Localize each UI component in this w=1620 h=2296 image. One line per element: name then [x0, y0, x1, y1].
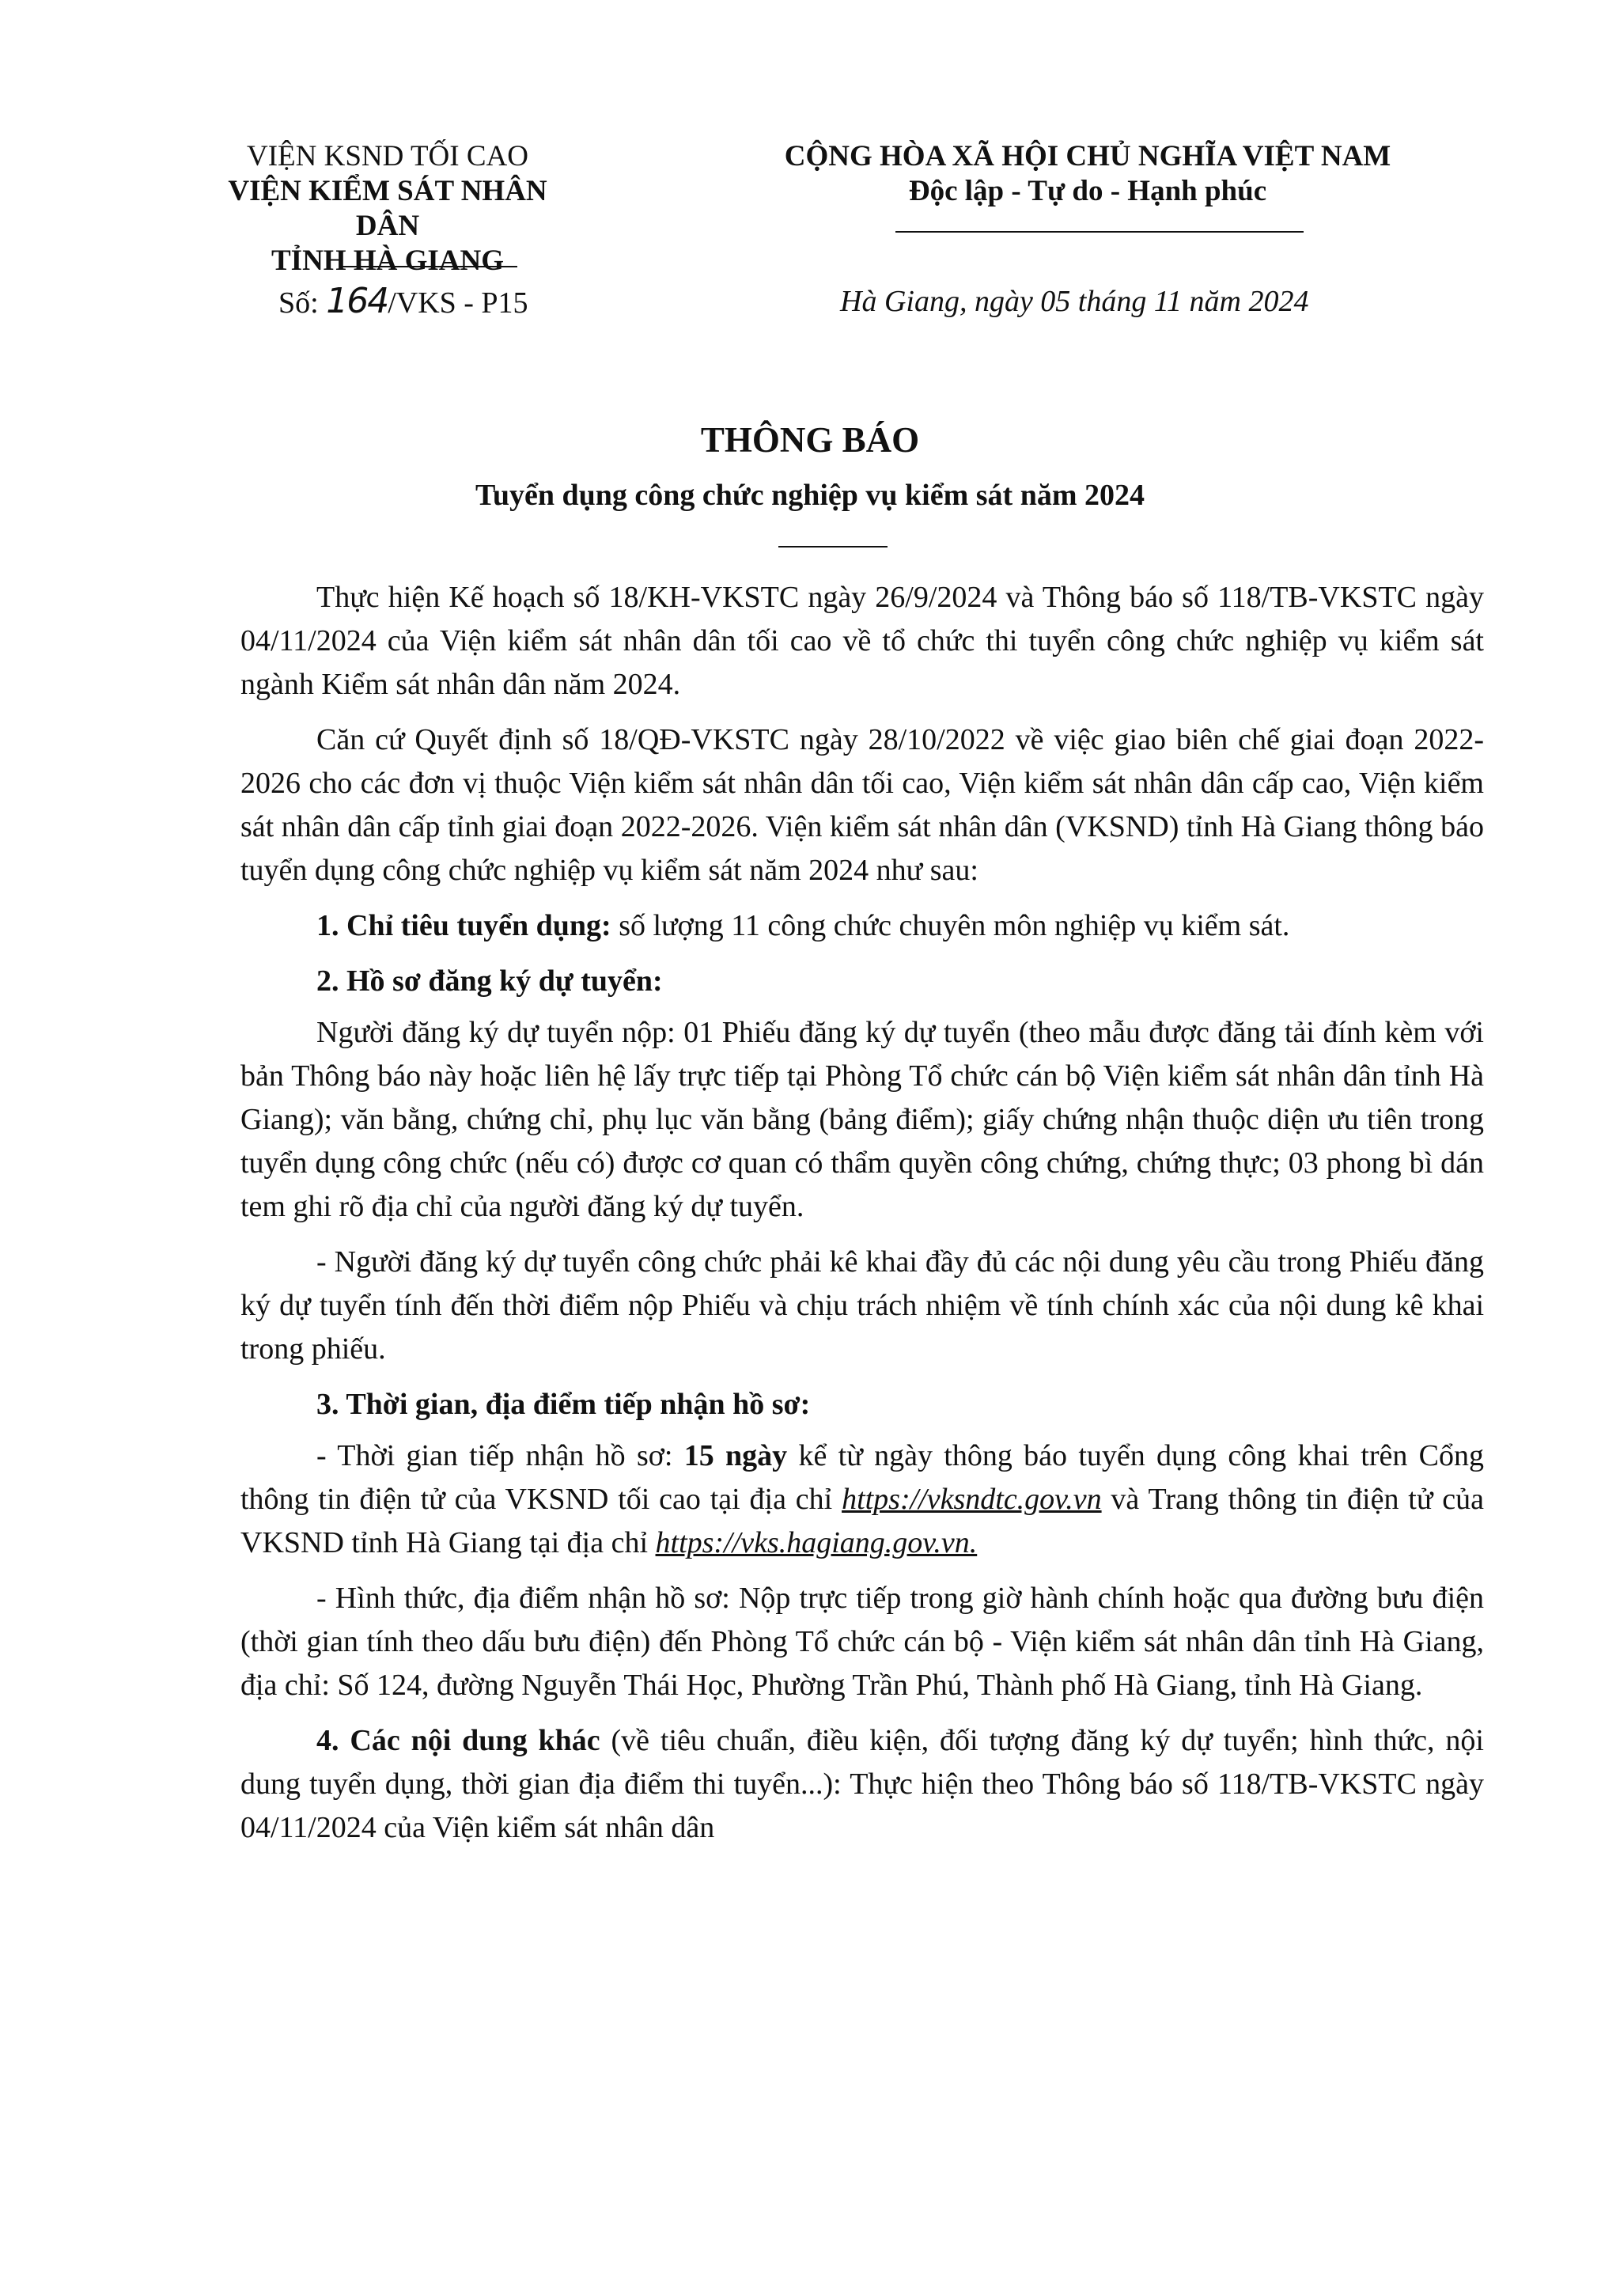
section-4	[240, 1719, 1484, 1850]
section-3-heading: 3. Thời gian, địa điểm tiếp nhận hồ sơ:	[316, 1388, 811, 1421]
national-heading	[736, 139, 1440, 209]
title-underline	[778, 546, 888, 547]
paragraph-basis: Căn cứ Quyết định số 18/QĐ-VKSTC ngày 28/10/2022 về việc giao biên chế giai đoạn 2022-2026 cho các đơn vị thuộc Viện kiểm sát nhân dân tối cao, Viện kiểm sát nhân dân cấp cao, Viện kiểm sát nhân dân cấp tỉnh giai đoạn 2022-2026. Viện kiểm sát nhân dân (VKSND) tỉnh Hà Giang thông báo tuyển dụng công chức nghiệp vụ kiểm sát năm 2024 như sau:	[240, 723, 1484, 887]
s3-text-c: và Trang thông tin điện tử của VKSND tỉnh Hà Giang tại địa chỉ	[240, 1483, 1484, 1559]
section-2-paragraph-1: Người đăng ký dự tuyển nộp: 01 Phiếu đăng ký dự tuyển (theo mẫu được đăng tải đính kèm với bản Thông báo này hoặc liên hệ lấy trực tiếp tại Phòng Tổ chức cán bộ Viện kiểm sát nhân dân tỉnh Hà Giang); văn bằng, chứng chỉ, phụ lục văn bằng (bảng điểm); giấy chứng nhận thuộc diện ưu tiên trong tuyển dụng công chức (nếu có) được cơ quan có thẩm quyền công chứng, chứng thực; 03 phong bì dán tem ghi rõ địa chỉ của người đăng ký dự tuyển.	[240, 1016, 1484, 1223]
agency-province: TỈNH HÀ GIANG	[271, 244, 504, 277]
doc-number-prefix: Số:	[278, 286, 327, 320]
paragraph-implementation: Thực hiện Kế hoạch số 18/KH-VKSTC ngày 26/9/2024 và Thông báo số 118/TB-VKSTC ngày 04/11/2024 của Viện kiểm sát nhân dân tối cao về tổ chức thi tuyển công chức nghiệp vụ kiểm sát ngành Kiểm sát nhân dân năm 2024.	[240, 581, 1484, 701]
section-4-heading: 4. Các nội dung khác	[316, 1724, 600, 1757]
section-4-text: (về tiêu chuẩn, điều kiện, đối tượng đăng ký dự tuyển; hình thức, nội dung tuyển dụng, thời gian địa điểm thi tuyển...): Thực hiện theo Thông báo số 118/TB-VKSTC ngày 04/11/2024 của Viện kiểm sát nhân dân	[240, 1724, 1484, 1844]
section-3-paragraph-1	[240, 1434, 1484, 1565]
section-2-heading: 2. Hồ sơ đăng ký dự tuyển:	[316, 964, 663, 998]
doc-number-suffix: /VKS - P15	[388, 286, 528, 320]
document-title: THÔNG BÁO	[700, 420, 920, 460]
nation-name: CỘNG HÒA XÃ HỘI CHỦ NGHĨA VIỆT NAM	[784, 140, 1391, 172]
agency-block	[198, 139, 577, 278]
agency-parent: VIỆN KSND TỐI CAO	[247, 140, 528, 172]
handwritten-number: 164	[326, 281, 388, 321]
section-2-paragraph-2: - Người đăng ký dự tuyển công chức phải kê khai đầy đủ các nội dung yêu cầu trong Phiếu đăng ký dự tuyển tính đến thời điểm nộp Phiếu và chịu trách nhiệm về tính chính xác của nội dung kê khai trong phiếu.	[240, 1245, 1484, 1366]
document-subtitle: Tuyển dụng công chức nghiệp vụ kiểm sát năm 2024	[475, 479, 1145, 512]
date-line: Hà Giang, ngày 05 tháng 11 năm 2024	[840, 285, 1309, 318]
document-number	[278, 283, 528, 321]
section-3-paragraph-2: - Hình thức, địa điểm nhận hồ sơ: Nộp trực tiếp trong giờ hành chính hoặc qua đường bưu điện (thời gian tính theo dấu bưu điện) đến Phòng Tổ chức cán bộ - Viện kiểm sát nhân dân tỉnh Hà Giang, địa chỉ: Số 124, đường Nguyễn Thái Học, Phường Trần Phú, Thành phố Hà Giang, tỉnh Hà Giang.	[240, 1582, 1484, 1702]
motto: Độc lập - Tự do - Hạnh phúc	[908, 175, 1267, 207]
link-vksndtc[interactable]: https://vksndtc.gov.vn	[842, 1483, 1102, 1516]
section-1	[240, 904, 1484, 948]
motto-underline	[895, 231, 1304, 233]
section-1-text: số lượng 11 công chức chuyên môn nghiệp vụ kiểm sát.	[611, 909, 1290, 942]
agency-name: VIỆN KIỂM SÁT NHÂN DÂN	[228, 175, 547, 242]
s3-text-b: kể từ ngày thông báo tuyển dụng công khai trên Cổng thông tin điện tử của VKSND tối cao tại địa chỉ	[240, 1439, 1484, 1516]
s3-text-a: - Thời gian tiếp nhận hồ sơ:	[316, 1439, 684, 1472]
document-body	[240, 576, 1484, 1862]
s3-duration: 15 ngày	[683, 1439, 788, 1472]
agency-underline	[342, 266, 517, 267]
section-1-heading: 1. Chỉ tiêu tuyển dụng:	[316, 909, 611, 942]
link-vks-hagiang[interactable]: https://vks.hagiang.gov.vn.	[655, 1526, 978, 1559]
